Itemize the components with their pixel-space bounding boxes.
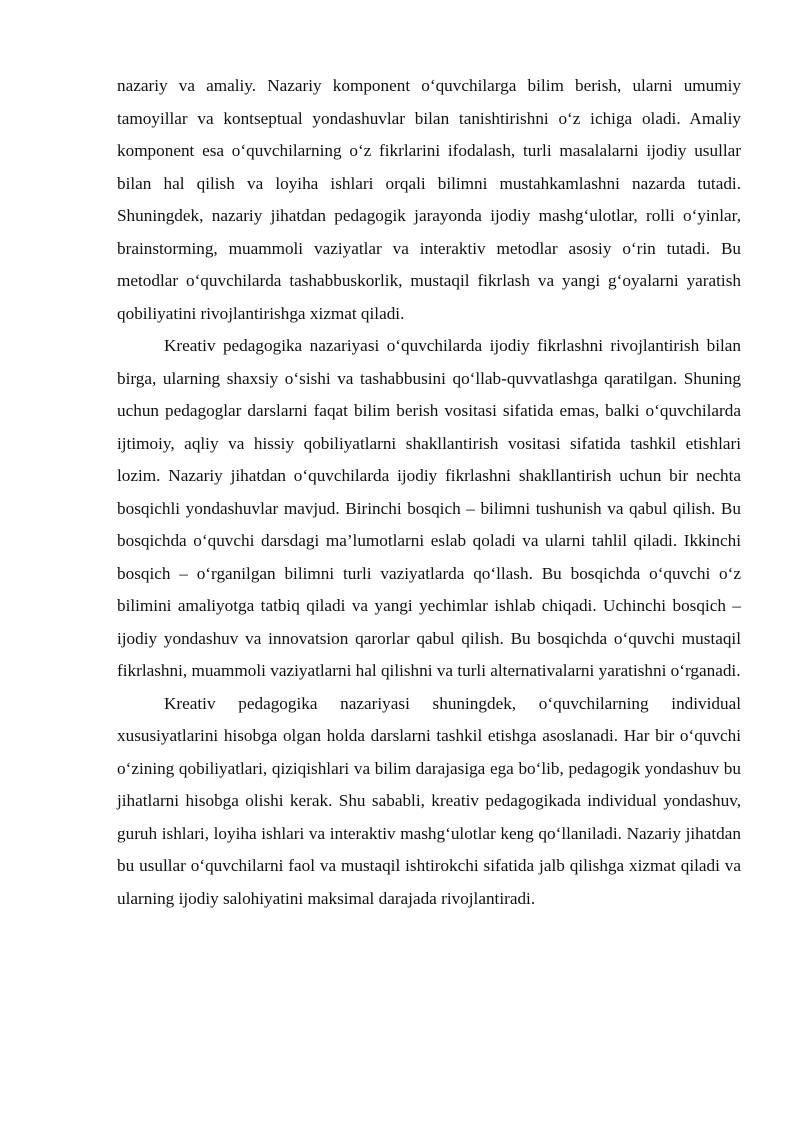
paragraph-continuation: nazariy va amaliy. Nazariy komponent o‘quvchilarga bilim berish, ularni umumiy tamoyillar va kontseptual yondashuvlar bilan tanishtirishni o‘z ichiga oladi. Amaliy komponent esa o‘quvchilarning o‘z fikrlarini ifodalash, turli masalalarni ijodiy usullar bilan hal qilish va loyiha ishlari orqali bilimni mustahkamlashni nazarda tutadi. Shuningdek, nazariy jihatdan pedagogik jarayonda ijodiy mashg‘ulotlar, rolli o‘yinlar, brainstorming, muammoli vaziyatlar va interaktiv metodlar asosiy o‘rin tutadi. Bu metodlar o‘quvchilarda tashabbuskorlik, mustaqil fikrlash va yangi g‘oyalarni yaratish qobiliyatini rivojlantirishga xizmat qiladi. [117,76,741,323]
paragraph-creative-pedagogy-stages: Kreativ pedagogika nazariyasi o‘quvchilarda ijodiy fikrlashni rivojlantirish bilan birga, ularning shaxsiy o‘sishi va tashabbusini qo‘llab-quvvatlashga qaratilgan. Shuning uchun pedagoglar darslarni faqat bilim berish vositasi sifatida emas, balki o‘quvchilarda ijtimoiy, aqliy va hissiy qobiliyatlarni shakllantirish vositasi sifatida tashkil etishlari lozim. Nazariy jihatdan o‘quvchilarda ijodiy fikrlashni shakllantirish uchun bir nechta bosqichli yondashuvlar mavjud. Birinchi bosqich – bilimni tushunish va qabul qilish. Bu bosqichda o‘quvchi darsdagi ma’lumotlarni eslab qoladi va ularni tahlil qiladi. Ikkinchi bosqich – o‘rganilgan bilimni turli vaziyatlarda qo‘llash. Bu bosqichda o‘quvchi o‘z bilimini amaliyotga tatbiq qiladi va yangi yechimlar ishlab chiqadi. Uchinchi bosqich – ijodiy yondashuv va innovatsion qarorlar qabul qilish. Bu bosqichda o‘quvchi mustaqil fikrlashni, muammoli vaziyatlarni hal qilishni va turli alternativalarni yaratishni o‘rganadi. [117,336,741,680]
document-page [117,70,741,915]
paragraph-individual-approach: Kreativ pedagogika nazariyasi shuningdek, o‘quvchilarning individual xususiyatlarini hisobga olgan holda darslarni tashkil etishga asoslanadi. Har bir o‘quvchi o‘zining qobiliyatlari, qiziqishlari va bilim darajasiga ega bo‘lib, pedagogik yondashuv bu jihatlarni hisobga olishi kerak. Shu sababli, kreativ pedagogikada individual yondashuv, guruh ishlari, loyiha ishlari va interaktiv mashg‘ulotlar keng qo‘llaniladi. Nazariy jihatdan bu usullar o‘quvchilarni faol va mustaqil ishtirokchi sifatida jalb qilishga xizmat qiladi va ularning ijodiy salohiyatini maksimal darajada rivojlantiradi. [117,693,741,908]
